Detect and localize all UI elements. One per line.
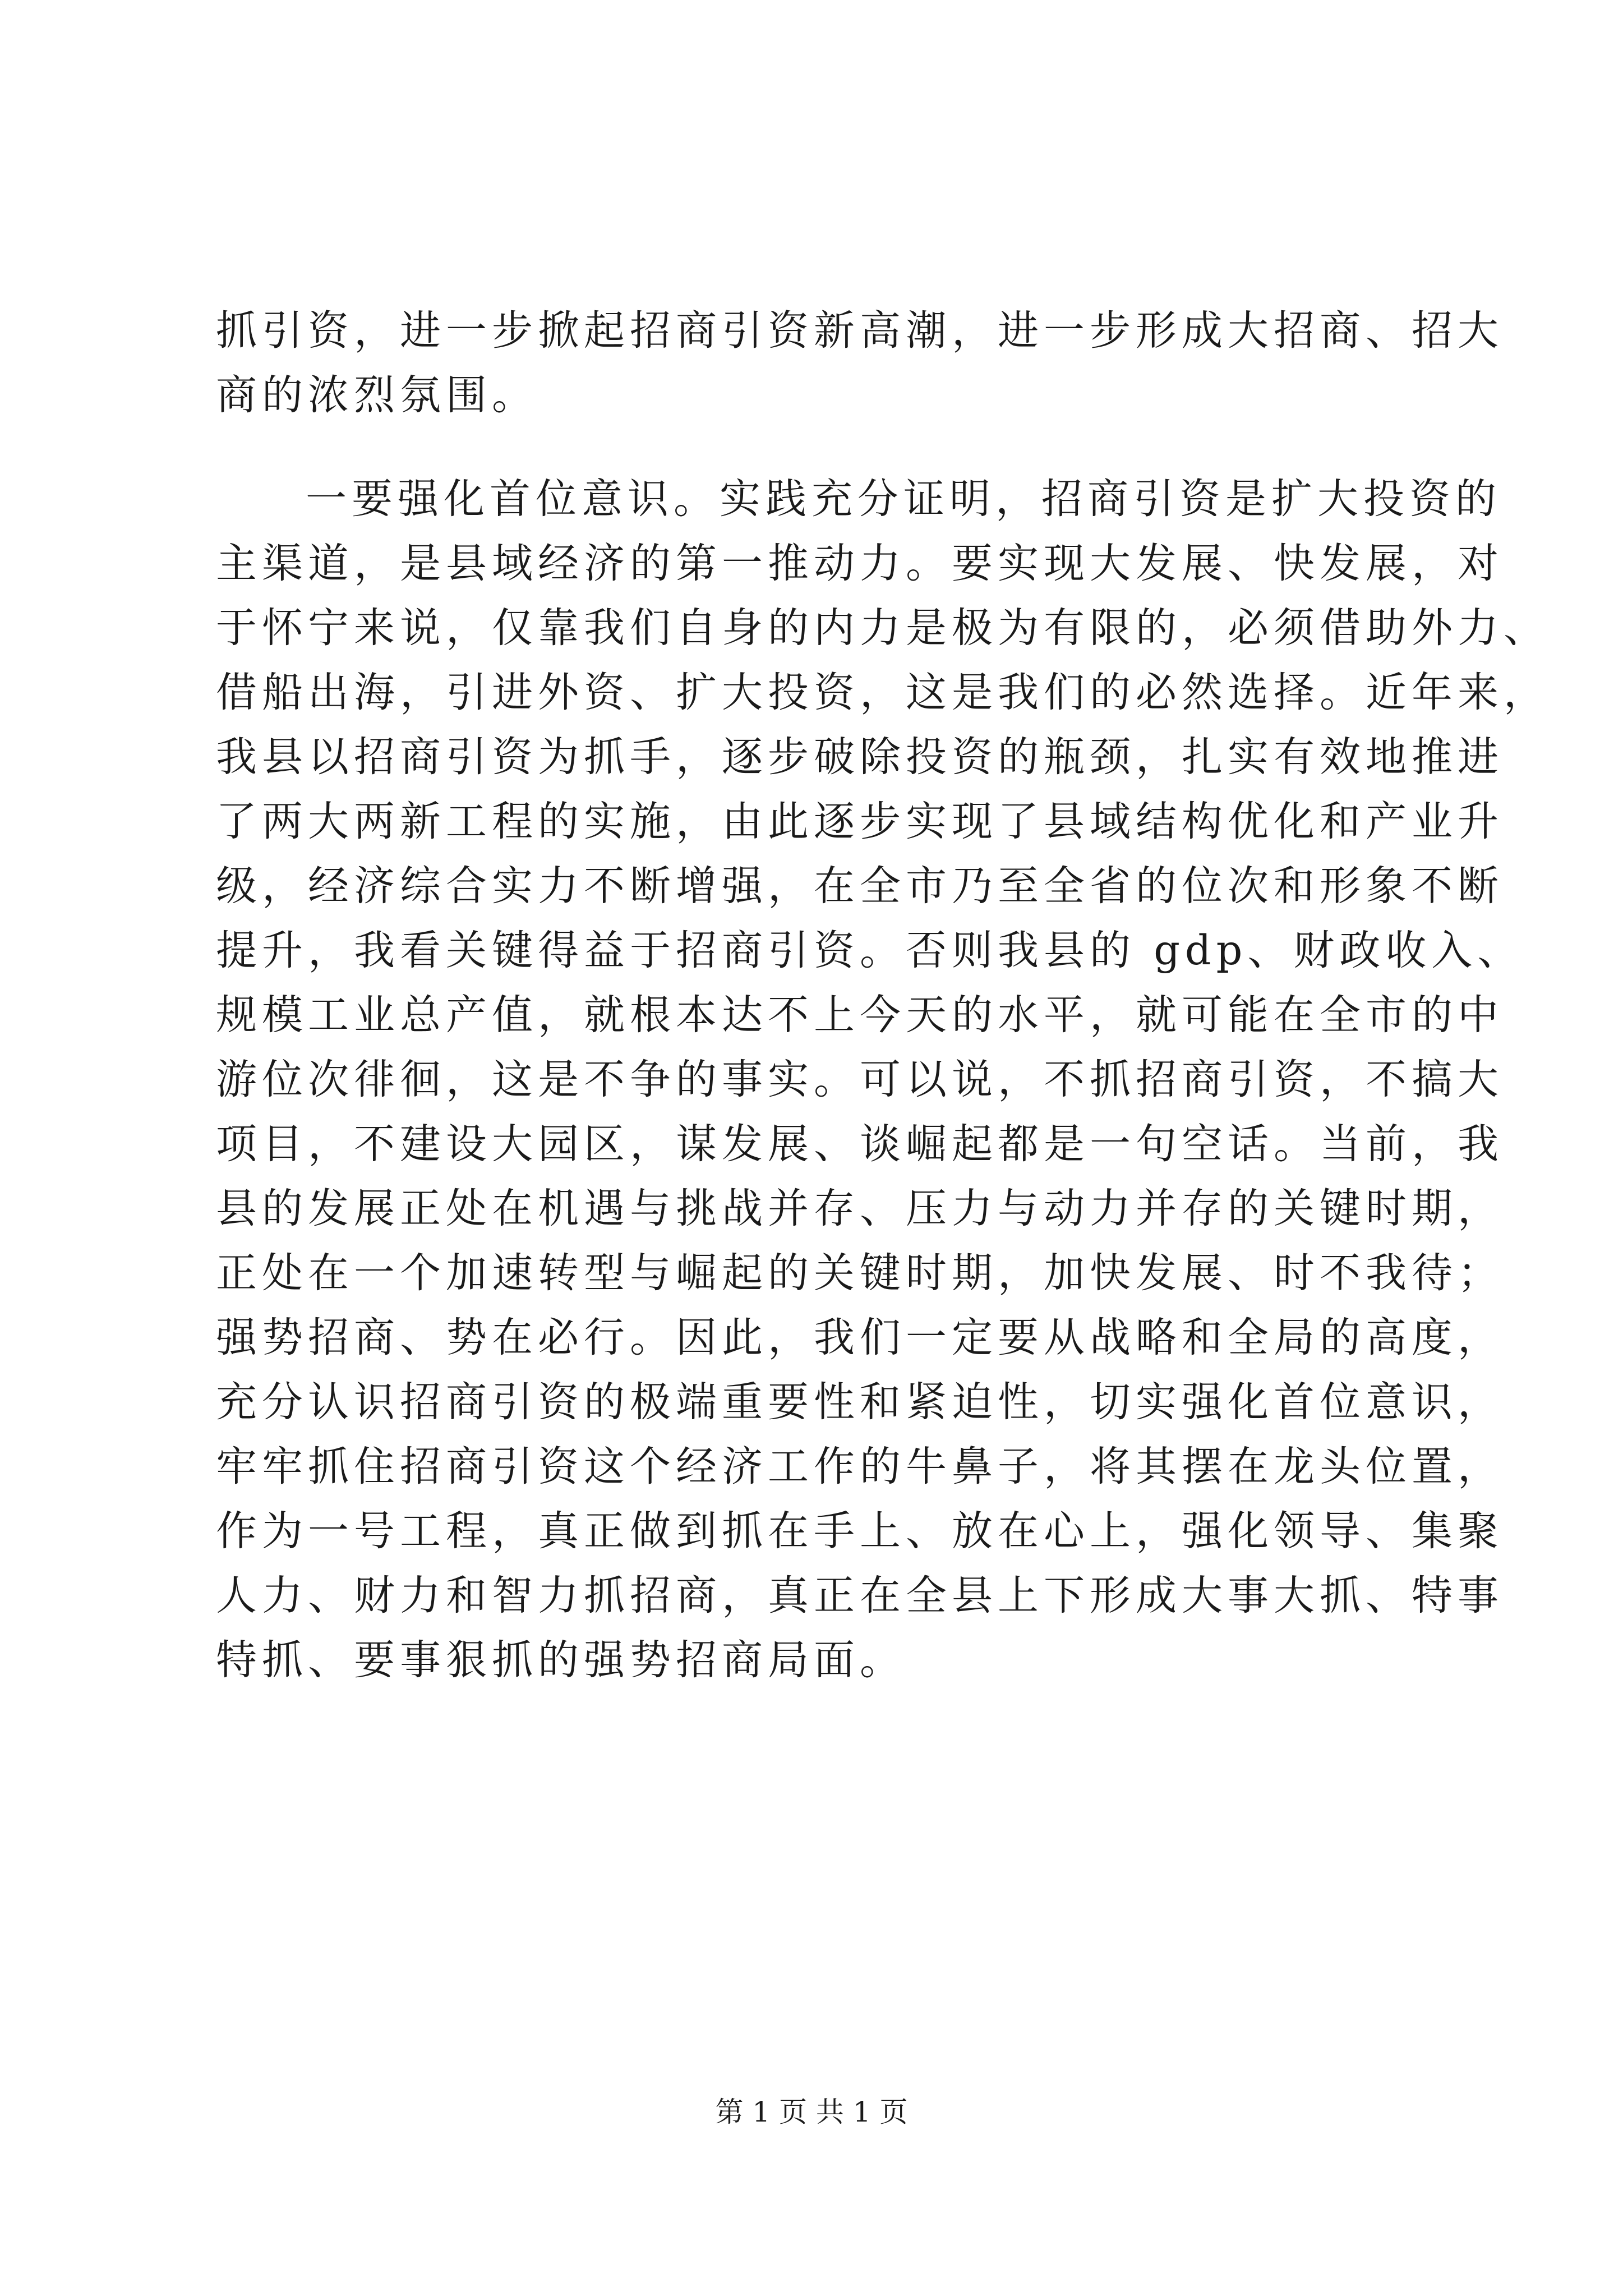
page-number-footer: 第 1 页 共 1 页 — [715, 2096, 908, 2128]
paragraph-2-line-12: 县的发展正处在机遇与挑战并存、压力与动力并存的关键时期， — [216, 1185, 1504, 1232]
paragraph-2-line-7: 级，经济综合实力不断增强，在全市乃至全省的位次和形象不断 — [216, 862, 1504, 910]
paragraph-1-line-1: 抓引资，进一步掀起招商引资新高潮，进一步形成大招商、招大 — [216, 307, 1504, 355]
paragraph-2-line-16: 牢牢抓住招商引资这个经济工作的牛鼻子，将其摆在龙头位置， — [216, 1443, 1504, 1490]
paragraph-2-line-19: 特抓、要事狠抓的强势招商局面。 — [216, 1636, 906, 1684]
paragraph-2-line-5: 我县以招商引资为抓手，逐步破除投资的瓶颈，扎实有效地推进 — [216, 733, 1504, 781]
paragraph-2-line-13: 正处在一个加速转型与崛起的关键时期，加快发展、时不我待； — [216, 1249, 1504, 1297]
paragraph-2-line-4: 借船出海，引进外资、扩大投资，这是我们的必然选择。近年来， — [216, 669, 1550, 716]
paragraph-2-line-18: 人力、财力和智力抓招商，真正在全县上下形成大事大抓、特事 — [216, 1572, 1504, 1619]
paragraph-2-line-2: 主渠道，是县域经济的第一推动力。要实现大发展、快发展，对 — [216, 540, 1504, 587]
paragraph-2-line-15: 充分认识招商引资的极端重要性和紧迫性，切实强化首位意识， — [216, 1378, 1504, 1426]
paragraph-2-line-9: 规模工业总产值，就根本达不上今天的水平，就可能在全市的中 — [216, 991, 1504, 1039]
paragraph-2-line-6: 了两大两新工程的实施，由此逐步实现了县域结构优化和产业升 — [216, 798, 1504, 845]
paragraph-1-line-2: 商的浓烈氛围。 — [216, 371, 538, 419]
paragraph-2-line-14: 强势招商、势在必行。因此，我们一定要从战略和全局的高度， — [216, 1314, 1504, 1361]
paragraph-2-line-11: 项目，不建设大园区，谋发展、谈崛起都是一句空话。当前，我 — [216, 1120, 1504, 1168]
paragraph-2-line-8: 提升，我看关键得益于招商引资。否则我县的 gdp、财政收入、 — [216, 927, 1524, 974]
paragraph-2-line-17: 作为一号工程，真正做到抓在手上、放在心上，强化领导、集聚 — [216, 1507, 1504, 1555]
paragraph-2-line-3: 于怀宁来说，仅靠我们自身的内力是极为有限的，必须借助外力、 — [216, 604, 1550, 652]
paragraph-2-line-1: 一要强化首位意识。实践充分证明，招商引资是扩大投资的 — [306, 475, 1501, 523]
paragraph-2-line-10: 游位次徘徊，这是不争的事实。可以说，不抓招商引资，不搞大 — [216, 1056, 1504, 1103]
